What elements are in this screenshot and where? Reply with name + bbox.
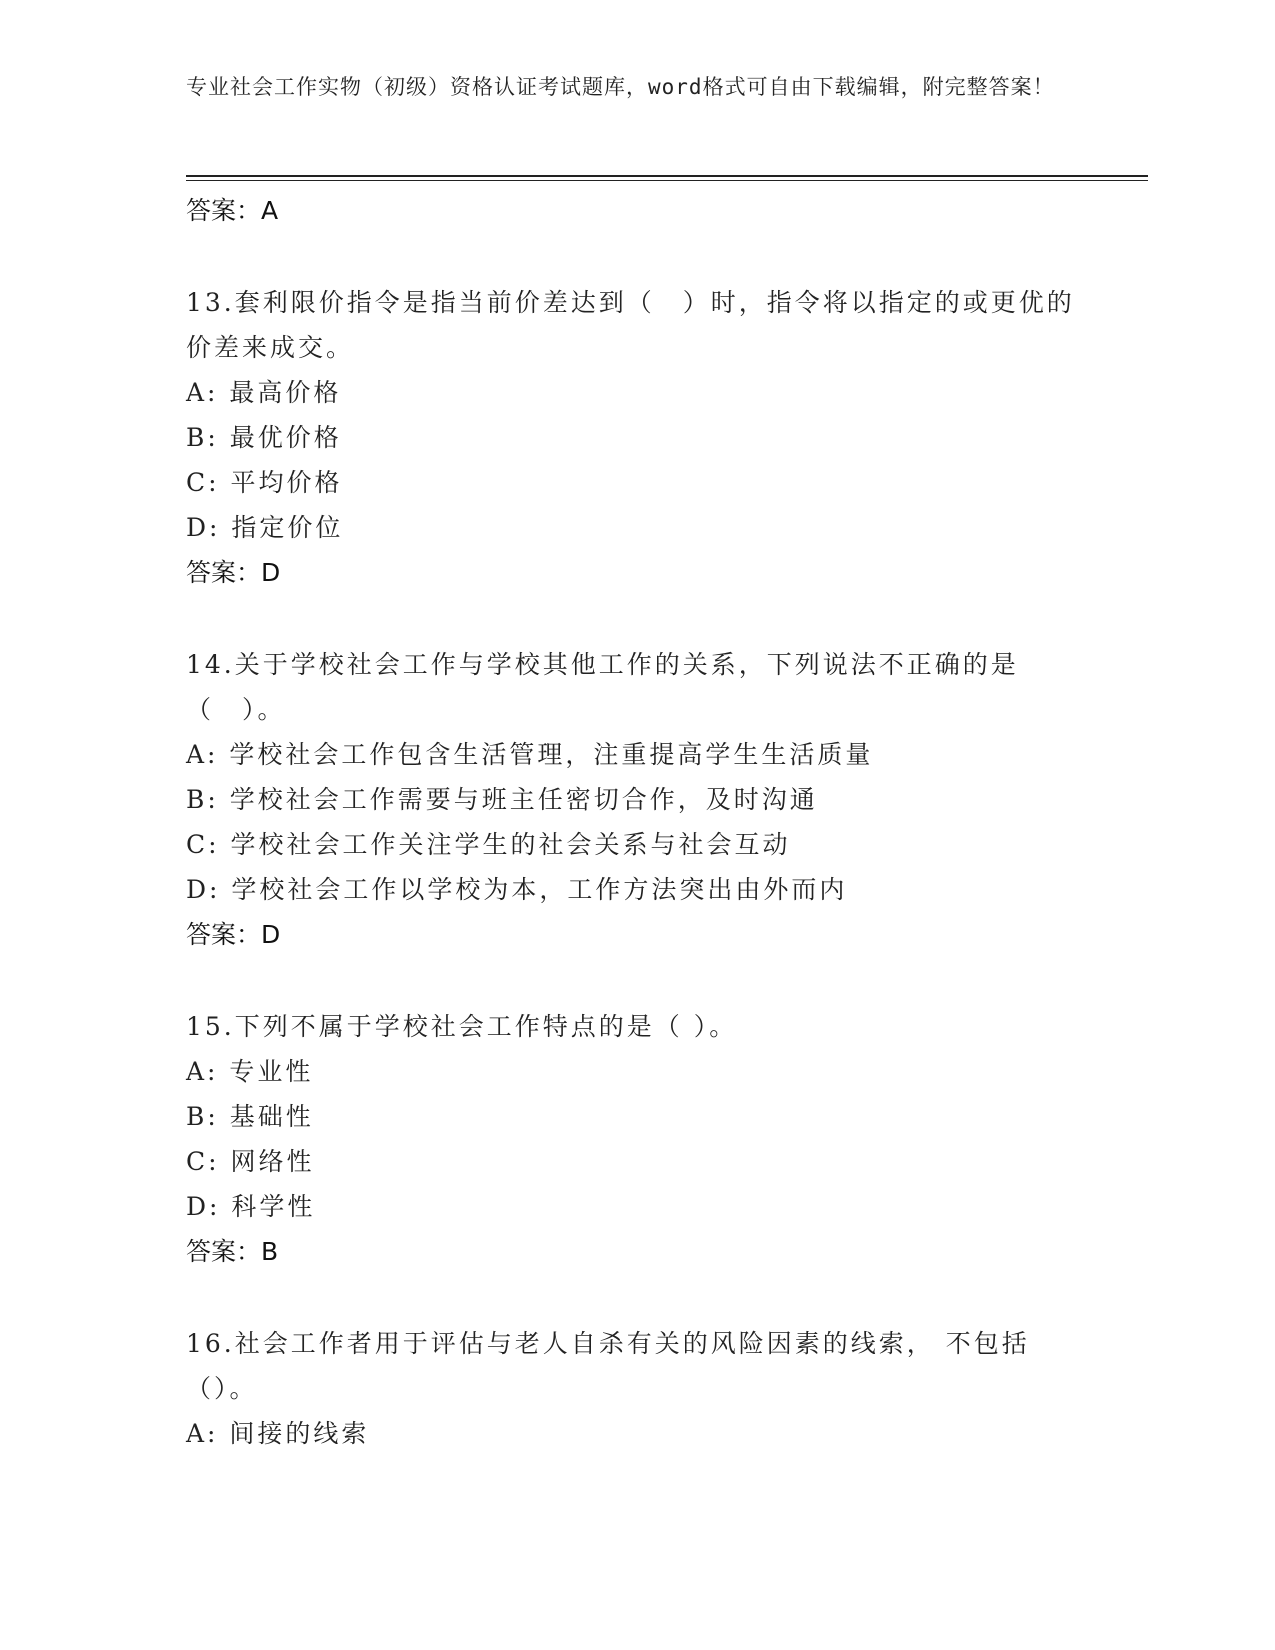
question-14 (186, 642, 1076, 957)
question-text: 15.下列不属于学校社会工作特点的是（ ）。 (186, 1012, 738, 1041)
document-header: 专业社会工作实物（初级）资格认证考试题库，word格式可自由下载编辑，附完整答案！ (186, 75, 1055, 99)
option-a: A: 专业性 (186, 1057, 314, 1086)
option-c: C: 网络性 (186, 1147, 315, 1176)
option-d: D: 科学性 (186, 1192, 316, 1221)
option-d: D: 学校社会工作以学校为本，工作方法突出由外而内 (186, 875, 848, 904)
question-15 (186, 1004, 1076, 1274)
option-a: A: 间接的线索 (186, 1419, 370, 1448)
answer-line: 答案：B (186, 1237, 279, 1266)
answer-line: 答案：D (186, 920, 281, 949)
question-text: 13.套利限价指令是指当前价差达到（ ）时，指令将以指定的或更优的价差来成交。 (186, 288, 1075, 362)
header-rule (186, 175, 1148, 177)
answer-line: 答案：A (186, 196, 279, 225)
option-b: B: 学校社会工作需要与班主任密切合作，及时沟通 (186, 785, 818, 814)
option-b: B: 基础性 (186, 1102, 314, 1131)
option-c: C: 平均价格 (186, 468, 343, 497)
option-c: C: 学校社会工作关注学生的社会关系与社会互动 (186, 830, 791, 859)
question-text: 16.社会工作者用于评估与老人自杀有关的风险因素的线索， 不包括（）。 (186, 1329, 1030, 1403)
option-b: B: 最优价格 (186, 423, 342, 452)
question-text: 14.关于学校社会工作与学校其他工作的关系，下列说法不正确的是（ ）。 (186, 650, 1019, 724)
answer-line: 答案：D (186, 558, 281, 587)
option-d: D: 指定价位 (186, 513, 344, 542)
question-13 (186, 280, 1076, 595)
question-list (186, 188, 1076, 1456)
option-a: A: 最高价格 (186, 378, 342, 407)
header-rule-thin (186, 180, 1148, 181)
option-a: A: 学校社会工作包含生活管理，注重提高学生生活质量 (186, 740, 874, 769)
question-16 (186, 1321, 1076, 1456)
